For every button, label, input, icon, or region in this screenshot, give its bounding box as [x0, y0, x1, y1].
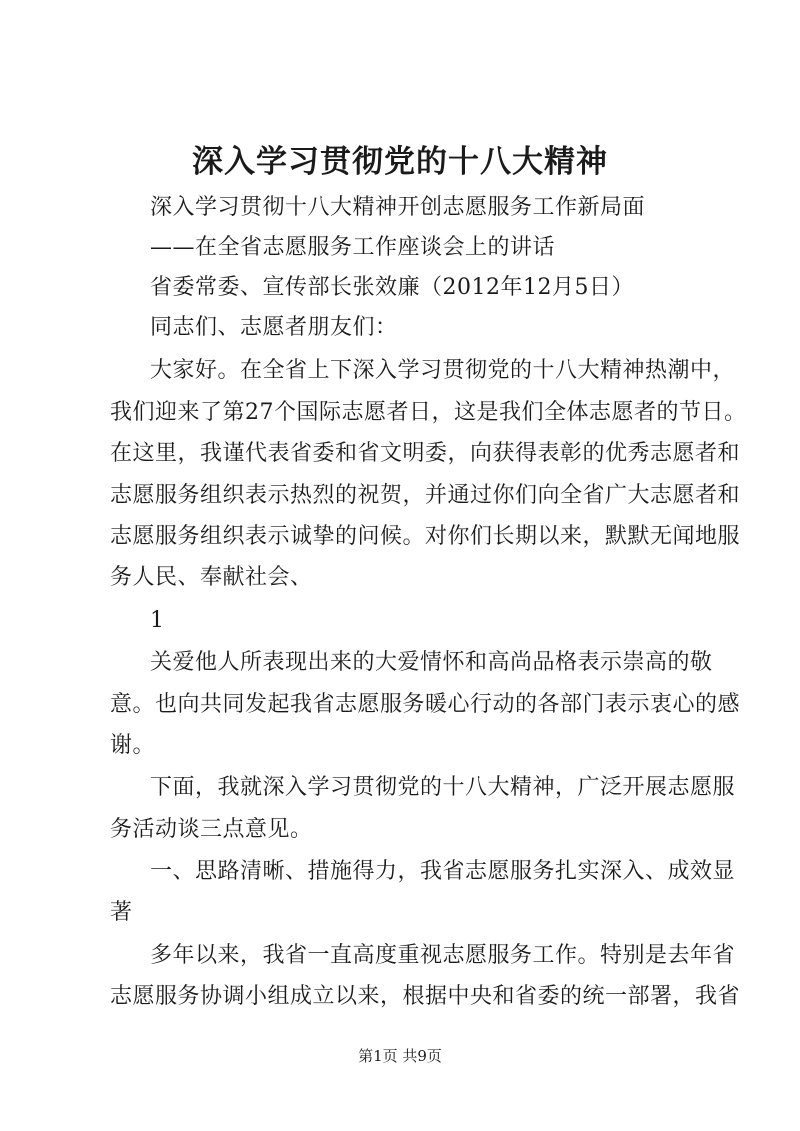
paragraph-line: 我们迎来了第27个国际志愿者日，这是我们全体志愿者的节日。 — [110, 400, 747, 425]
page-footer: 第1页 共9页 — [358, 1047, 442, 1065]
paragraph-line: 关爱他人所表现出来的大爱情怀和高尚品格表示崇高的敬 — [150, 650, 713, 675]
section-heading-line: 一、思路清晰、措施得力，我省志愿服务扎实深入、成效显 — [150, 859, 736, 884]
paragraph-line: 在这里，我谨代表省委和省文明委，向获得表彰的优秀志愿者和 — [110, 441, 741, 466]
paragraph-line: 务活动谈三点意见。 — [110, 817, 313, 842]
salutation-line: 同志们、志愿者朋友们： — [150, 315, 398, 340]
paragraph-line: 志愿服务组织表示诚挚的问候。对你们长期以来，默默无闻地服 — [110, 524, 741, 549]
paragraph-line: 谢。 — [110, 733, 156, 758]
subtitle-line: 深入学习贯彻十八大精神开创志愿服务工作新局面 — [150, 195, 646, 220]
paragraph-line: 志愿服务组织表示热烈的祝贺，并通过你们向全省广大志愿者和 — [110, 483, 741, 508]
paragraph-line: 志愿服务协调小组成立以来，根据中央和省委的统一部署，我省 — [110, 984, 741, 1009]
paragraph-line: 意。也向共同发起我省志愿服务暖心行动的各部门表示衷心的感 — [110, 692, 741, 717]
section-heading-line: 著 — [110, 900, 133, 925]
paragraph-line: 务人民、奉献社会、 — [110, 565, 313, 590]
document-title: 深入学习贯彻党的十八大精神 — [192, 144, 608, 180]
speaker-line: 省委常委、宣传部长张效廉（2012年12月5日） — [150, 275, 634, 300]
paragraph-line: 多年以来，我省一直高度重视志愿服务工作。特别是去年省 — [150, 943, 736, 968]
speech-occasion-line: ——在全省志愿服务工作座谈会上的讲话 — [150, 235, 556, 260]
inline-page-number: 1 — [150, 608, 165, 633]
paragraph-line: 下面，我就深入学习贯彻党的十八大精神，广泛开展志愿服 — [150, 775, 736, 800]
paragraph-line: 大家好。在全省上下深入学习贯彻党的十八大精神热潮中， — [150, 358, 736, 383]
